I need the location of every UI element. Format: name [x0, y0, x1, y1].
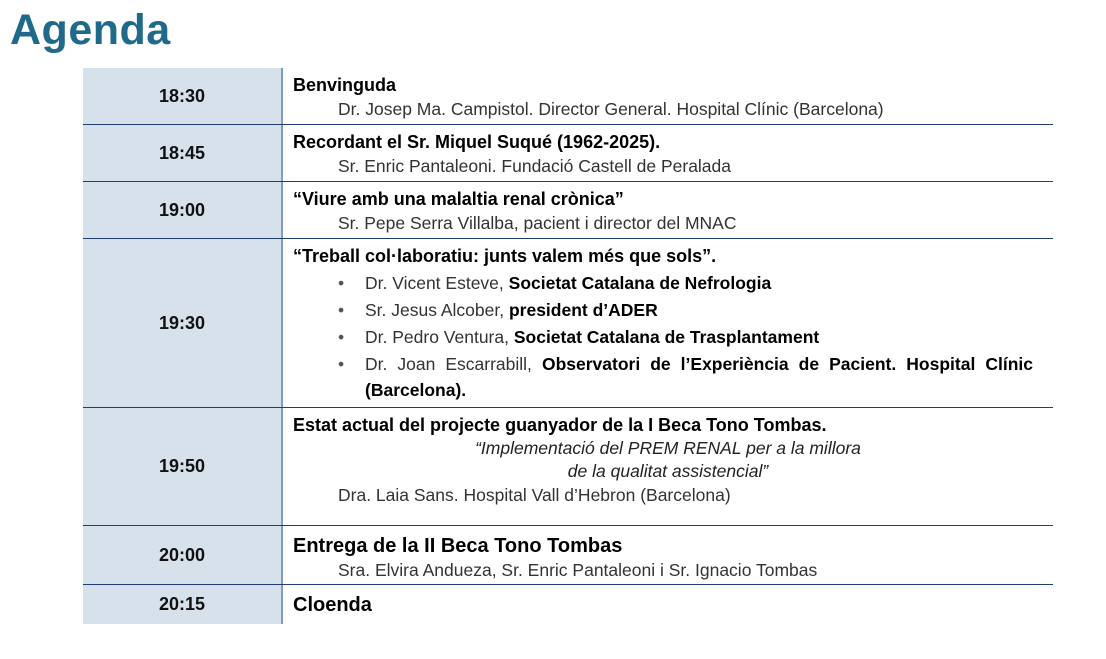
- list-item: [293, 270, 1043, 297]
- speaker-name: Sr. Jesus Alcober,: [365, 300, 509, 320]
- agenda-row: [83, 526, 1053, 585]
- agenda-row: [83, 239, 1053, 408]
- bullet-icon: •: [338, 354, 345, 374]
- session-content: [283, 68, 1053, 124]
- speaker-organization: president d’ADER: [508, 300, 658, 320]
- session-title: Cloenda: [293, 594, 372, 616]
- session-time: 19:00: [83, 182, 283, 238]
- session-speaker: Dra. Laia Sans. Hospital Vall d’Hebron (Barcelona): [338, 485, 731, 505]
- session-title: Entrega de la II Beca Tono Tombas: [293, 535, 623, 557]
- session-title: Estat actual del projecte guanyador de la I Beca Tono Tombas.: [293, 415, 827, 435]
- list-item: [293, 297, 1043, 324]
- project-title-line: “Implementació del PREM RENAL per a la millora: [475, 438, 861, 458]
- session-speaker: Dr. Josep Ma. Campistol. Director General. Hospital Clínic (Barcelona): [338, 99, 884, 119]
- session-time: 20:00: [83, 526, 283, 584]
- session-speaker: Sr. Enric Pantaleoni. Fundació Castell de Peralada: [338, 156, 732, 176]
- agenda-row: [83, 125, 1053, 182]
- session-time: 18:30: [83, 68, 283, 124]
- bullet-icon: •: [338, 273, 345, 293]
- speaker-name: Dr. Joan Escarrabill,: [365, 354, 542, 374]
- session-title: Recordant el Sr. Miquel Suqué (1962-2025).: [293, 132, 661, 152]
- session-time: 19:30: [83, 239, 283, 407]
- bullet-icon: •: [338, 300, 345, 320]
- session-content: [283, 125, 1053, 181]
- session-content: [283, 526, 1053, 584]
- speaker-organization: Observatori de l’Experiència de Pacient. Hospital Clínic (Barcelona).: [365, 354, 1033, 400]
- session-time: 20:15: [83, 585, 283, 624]
- session-time: 19:50: [83, 408, 283, 525]
- speaker-list: [293, 270, 1043, 403]
- bullet-icon: •: [338, 327, 345, 347]
- speaker-organization: Societat Catalana de Trasplantament: [513, 327, 820, 347]
- speaker-name: Dr. Pedro Ventura,: [365, 327, 514, 347]
- session-content: [283, 408, 1053, 525]
- session-time: 18:45: [83, 125, 283, 181]
- agenda-row: [83, 408, 1053, 526]
- agenda-table: [83, 68, 1053, 624]
- session-content: [283, 585, 1053, 624]
- session-title: “Treball col·laboratiu: junts valem més que sols”.: [293, 246, 717, 266]
- page-title: Agenda: [10, 6, 171, 54]
- session-title: Benvinguda: [293, 75, 397, 95]
- agenda-row: [83, 585, 1053, 624]
- speaker-organization: Societat Catalana de Nefrologia: [508, 273, 772, 293]
- list-item: [293, 351, 1043, 403]
- agenda-row: [83, 68, 1053, 125]
- list-item: [293, 324, 1043, 351]
- agenda-row: [83, 182, 1053, 239]
- session-speaker: Sr. Pepe Serra Villalba, pacient i director del MNAC: [338, 213, 737, 233]
- session-speaker: Sra. Elvira Andueza, Sr. Enric Pantaleoni i Sr. Ignacio Tombas: [338, 560, 818, 580]
- session-content: [283, 239, 1053, 407]
- session-title: “Viure amb una malaltia renal crònica”: [293, 189, 624, 209]
- session-content: [283, 182, 1053, 238]
- project-title-line: de la qualitat assistencial”: [567, 461, 769, 481]
- speaker-name: Dr. Vicent Esteve,: [365, 273, 509, 293]
